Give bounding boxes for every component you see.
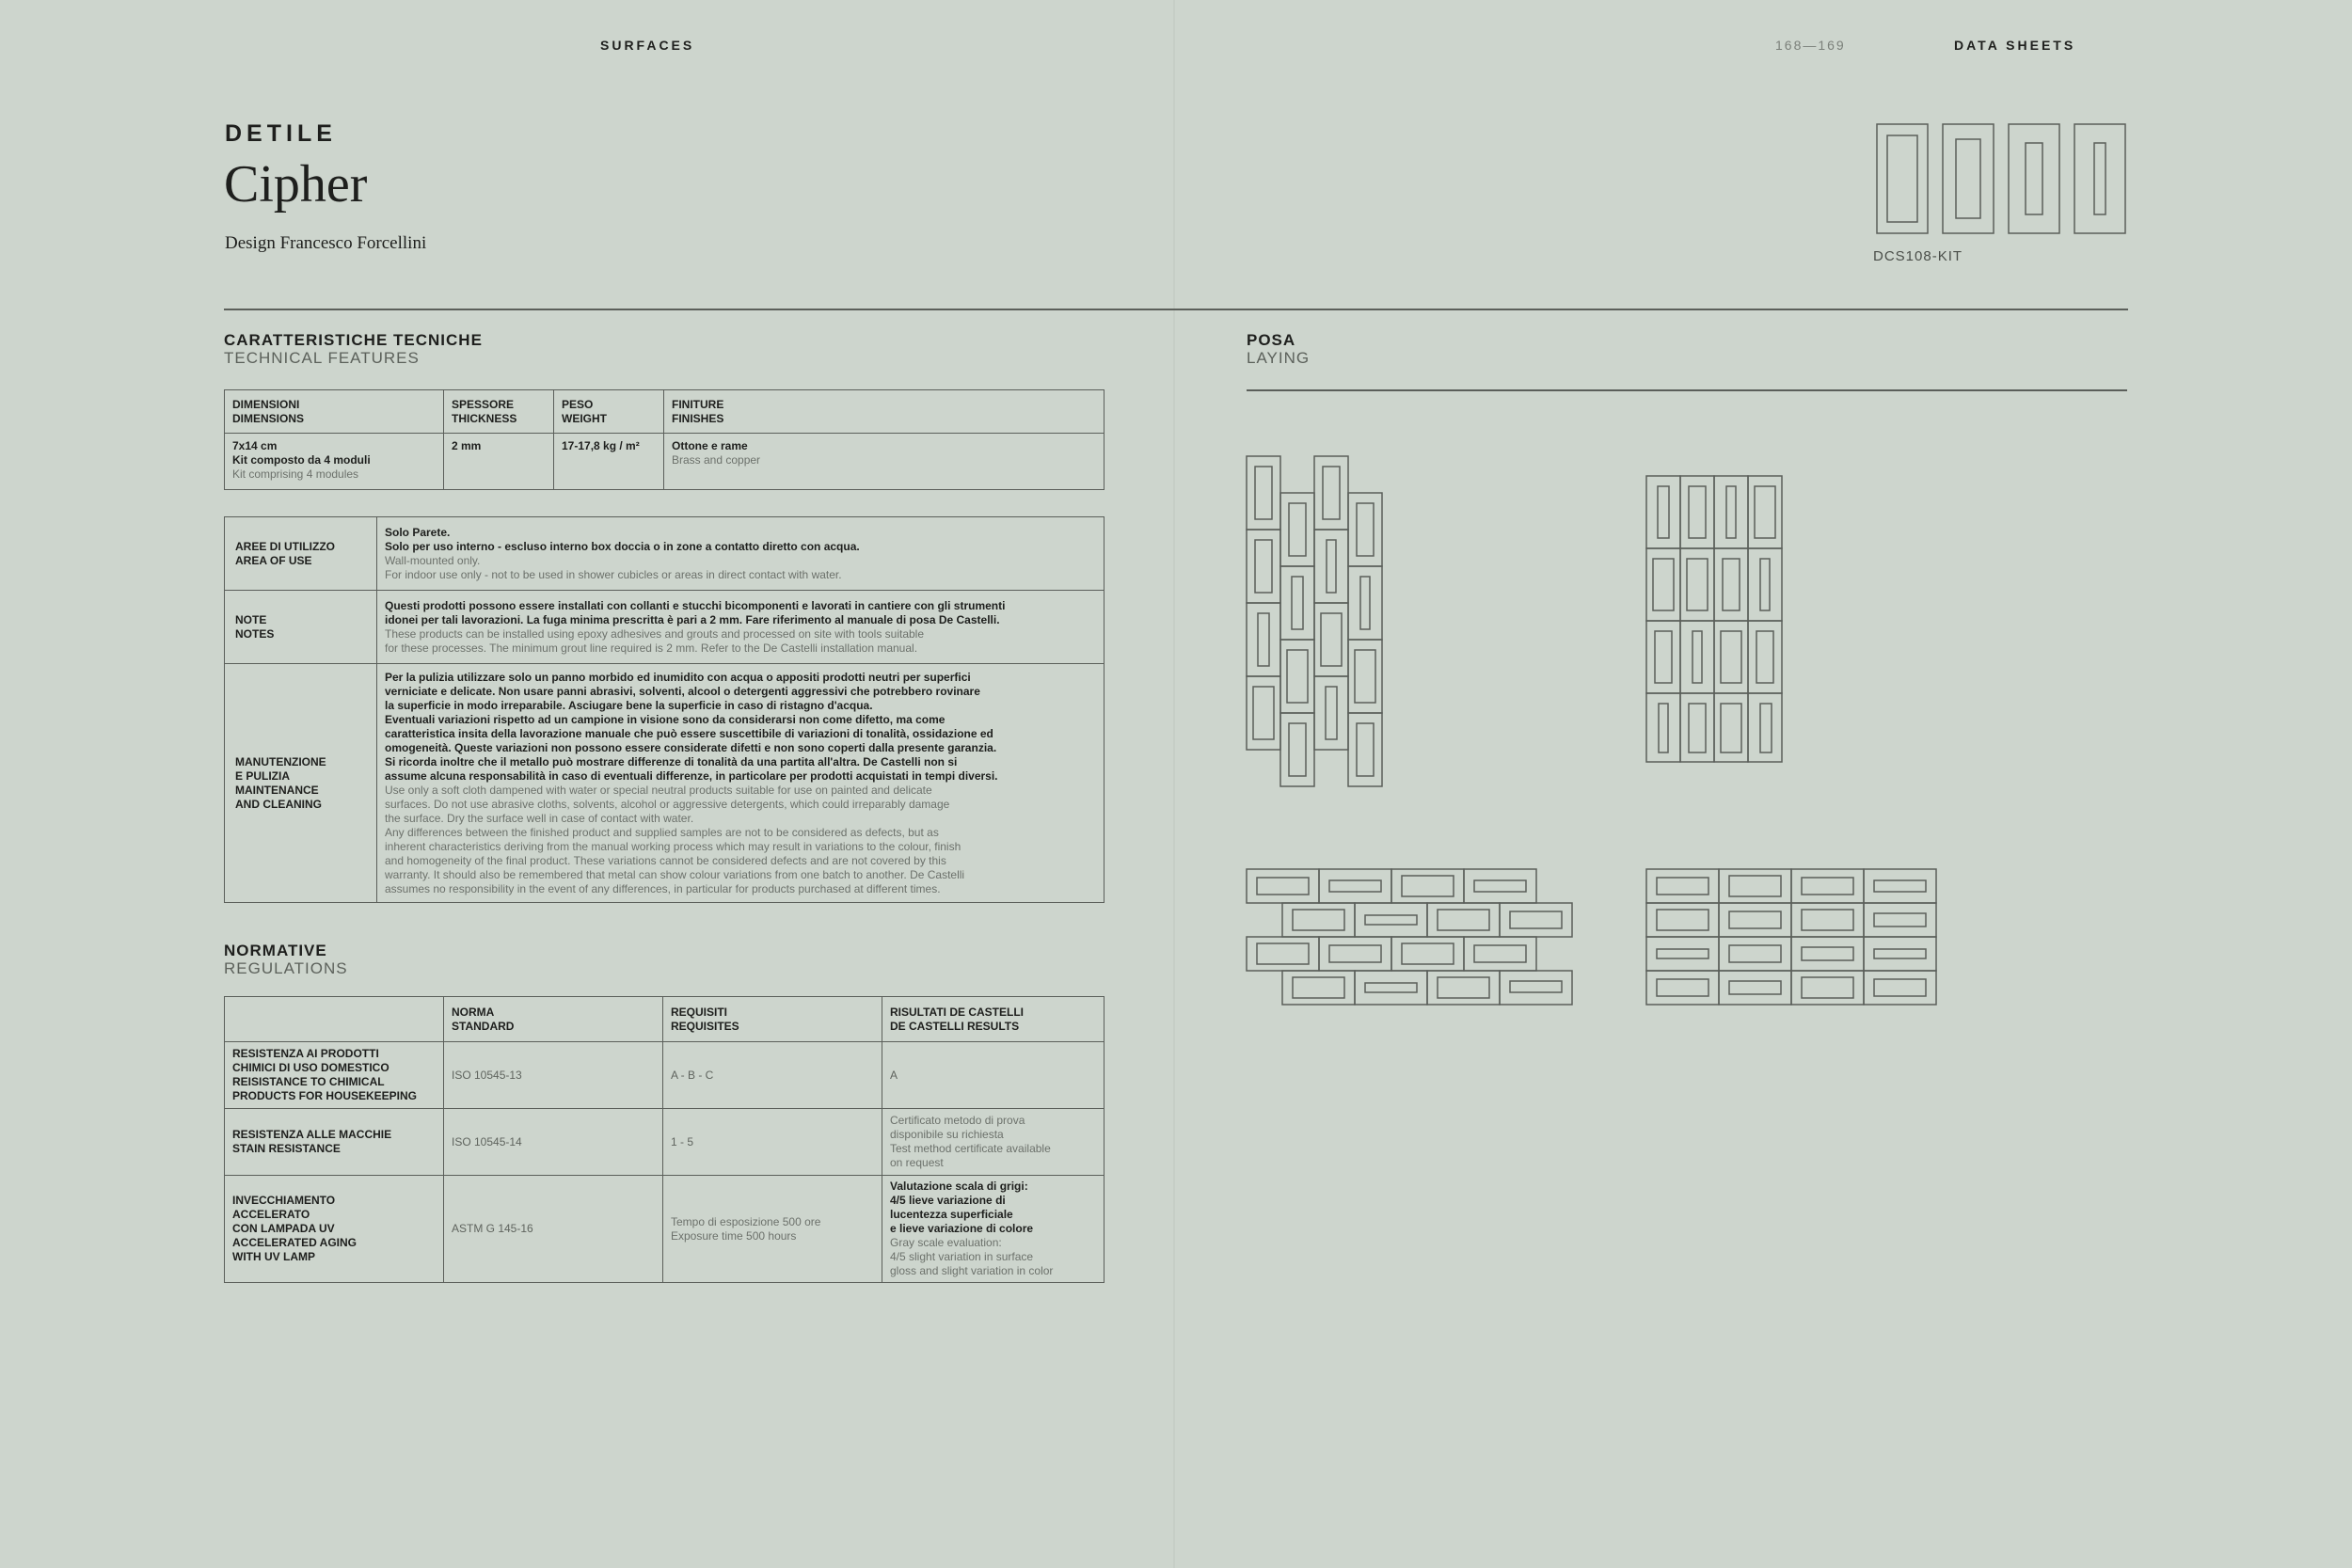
- technical-title-en: TECHNICAL FEATURES: [224, 349, 420, 367]
- brand-name: DETILE: [225, 120, 337, 147]
- laying-pattern-horizontal-grid: [1644, 866, 1937, 1006]
- laying-title-en: LAYING: [1247, 349, 1311, 367]
- usage-info-table: [224, 516, 1104, 903]
- section-header: SURFACES: [600, 38, 695, 53]
- product-title: Cipher: [224, 155, 368, 214]
- regulation-standard: ISO 10545-13: [444, 1042, 663, 1109]
- finishes-header: FINITURE FINISHES: [664, 390, 1104, 434]
- notes-text: Questi prodotti possono essere installati con collanti e stucchi bicomponenti e lavorati in cantiere con gli strumenti idonei per tali lavorazioni. La fuga minima prescritta è pari a 2 mm. Fare riferimento al manuale di posa De Castelli. These products can be installed using epoxy adhesives and grouts and processed on site with tools suitable for these processes. The minimum grout line required is 2 mm. Refer to the De Castelli installation manual.: [377, 591, 1104, 664]
- page-fold: [1173, 0, 1175, 1568]
- regulation-standard: ASTM G 145-16: [444, 1176, 663, 1283]
- technical-features-table: [224, 389, 1104, 490]
- kit-module-2: [1943, 124, 1994, 233]
- regulation-result: A: [882, 1042, 1104, 1109]
- regulation-result: Valutazione scala di grigi: 4/5 lieve variazione di lucentezza superficiale e lieve variazione di colore Gray scale evaluation: 4/5 slight variation in surface gloss and slight variation in color: [882, 1176, 1104, 1283]
- regulations-title-en: REGULATIONS: [224, 959, 348, 977]
- notes-label: NOTE NOTES: [225, 591, 377, 664]
- regulation-result: Certificato metodo di prova disponibile su richiesta Test method certificate available on request: [882, 1109, 1104, 1176]
- laying-title-it: POSA: [1247, 331, 1296, 349]
- regulation-label: INVECCHIAMENTO ACCELERATO CON LAMPADA UV ACCELERATED AGING WITH UV LAMP: [225, 1176, 444, 1283]
- area-of-use-label: AREE DI UTILIZZO AREA OF USE: [225, 517, 377, 591]
- laying-pattern-vertical-staggered: [1244, 453, 1385, 786]
- regulation-requisites: 1 - 5: [663, 1109, 882, 1176]
- cleaning-text: Per la pulizia utilizzare solo un panno morbido ed inumidito con acqua o appositi prodotti neutri per superfici verniciate e delicate. Non usare panni abrasivi, solventi, alcool o detergenti aggressivi che potrebbero rovinare la superficie in modo irreparabile. Asciugare bene la superficie in caso di ristagno d'acqua. Eventuali variazioni rispetto ad un campione in visione sono da considerarsi non come difetto, ma come caratteristica insita della lavorazione manuale che può essere suscettibile di variazioni di tonalità, ossidazione ed omogeneità. Queste variazioni non possono essere considerate difetti e non sono coperti dalla presente garanzia. Si ricorda inoltre che il metallo può mostrare differenze di tonalità da una partita all'altra. De Castelli non si assume alcuna responsabilità in caso di eventuali differenze, in particolare per prodotti acquistati in tempi diversi. Use only a soft cloth dampened with water or special neutral products suitable for use on painted and delicate surfaces. Do not use abrasive cloths, solvents, alcohol or aggressive detergents, which could irreparably damage the surface. Dry the surface well in case of contact with water. Any differences between the finished product and supplied samples are not to be considered as defects, but as inherent characteristics deriving from the manual working process which may result in variations to the colour, finish and homogeneity of the final product. These variations cannot be considered defects and are not covered by this warranty. It should also be remembered that metal can show colour variations from one batch to another. De Castelli assumes no responsibility in the event of any differences, in particular for products purchased at different times.: [377, 664, 1104, 903]
- kit-module-3: [2009, 124, 2059, 233]
- regulations-title-it: NORMATIVE: [224, 942, 327, 959]
- table-row: [225, 1042, 1104, 1109]
- regulations-table: [224, 996, 1104, 1283]
- table-row: [225, 1176, 1104, 1283]
- page-numbers: 168—169: [1775, 38, 1846, 53]
- regulation-label: RESISTENZA ALLE MACCHIE STAIN RESISTANCE: [225, 1109, 444, 1176]
- kit-module-1: [1877, 124, 1928, 233]
- table-row: [225, 1109, 1104, 1176]
- kit-code: DCS108-KIT: [1873, 248, 1963, 264]
- thickness-value: 2 mm: [444, 434, 554, 490]
- designer-credit: Design Francesco Forcellini: [225, 233, 427, 253]
- laying-pattern-vertical-grid: [1644, 473, 1785, 765]
- regulation-standard: ISO 10545-14: [444, 1109, 663, 1176]
- cleaning-label: MANUTENZIONE E PULIZIA MAINTENANCE AND CLEANING: [225, 664, 377, 903]
- weight-header: PESO WEIGHT: [554, 390, 664, 434]
- finishes-value: Ottone e rame Brass and copper: [664, 434, 1104, 490]
- header-divider: [224, 309, 2128, 310]
- regulation-label: RESISTENZA AI PRODOTTI CHIMICI DI USO DOMESTICO REISISTANCE TO CHIMICAL PRODUCTS FOR HOUSEKEEPING: [225, 1042, 444, 1109]
- thickness-header: SPESSORE THICKNESS: [444, 390, 554, 434]
- regulations-header-empty: [225, 997, 444, 1042]
- regulation-requisites: A - B - C: [663, 1042, 882, 1109]
- standard-header: NORMA STANDARD: [444, 997, 663, 1042]
- weight-value: 17-17,8 kg / m²: [554, 434, 664, 490]
- kit-modules-illustration: [1875, 122, 2129, 237]
- kit-module-4: [2074, 124, 2125, 233]
- regulation-requisites: Tempo di esposizione 500 ore Exposure time 500 hours: [663, 1176, 882, 1283]
- requisites-header: REQUISITI REQUISITES: [663, 997, 882, 1042]
- laying-divider: [1247, 389, 2127, 391]
- dims-value: 7x14 cm Kit composto da 4 moduli Kit comprising 4 modules: [225, 434, 444, 490]
- technical-title-it: CARATTERISTICHE TECNICHE: [224, 331, 483, 349]
- chapter-header: DATA SHEETS: [1954, 38, 2076, 53]
- laying-pattern-horizontal-staggered: [1244, 866, 1573, 1006]
- area-of-use-text: Solo Parete. Solo per uso interno - escluso interno box doccia o in zone a contatto diretto con acqua. Wall-mounted only. For indoor use only - not to be used in shower cubicles or areas in direct contact with water.: [377, 517, 1104, 591]
- dims-header: DIMENSIONI DIMENSIONS: [225, 390, 444, 434]
- results-header: RISULTATI DE CASTELLI DE CASTELLI RESULTS: [882, 997, 1104, 1042]
